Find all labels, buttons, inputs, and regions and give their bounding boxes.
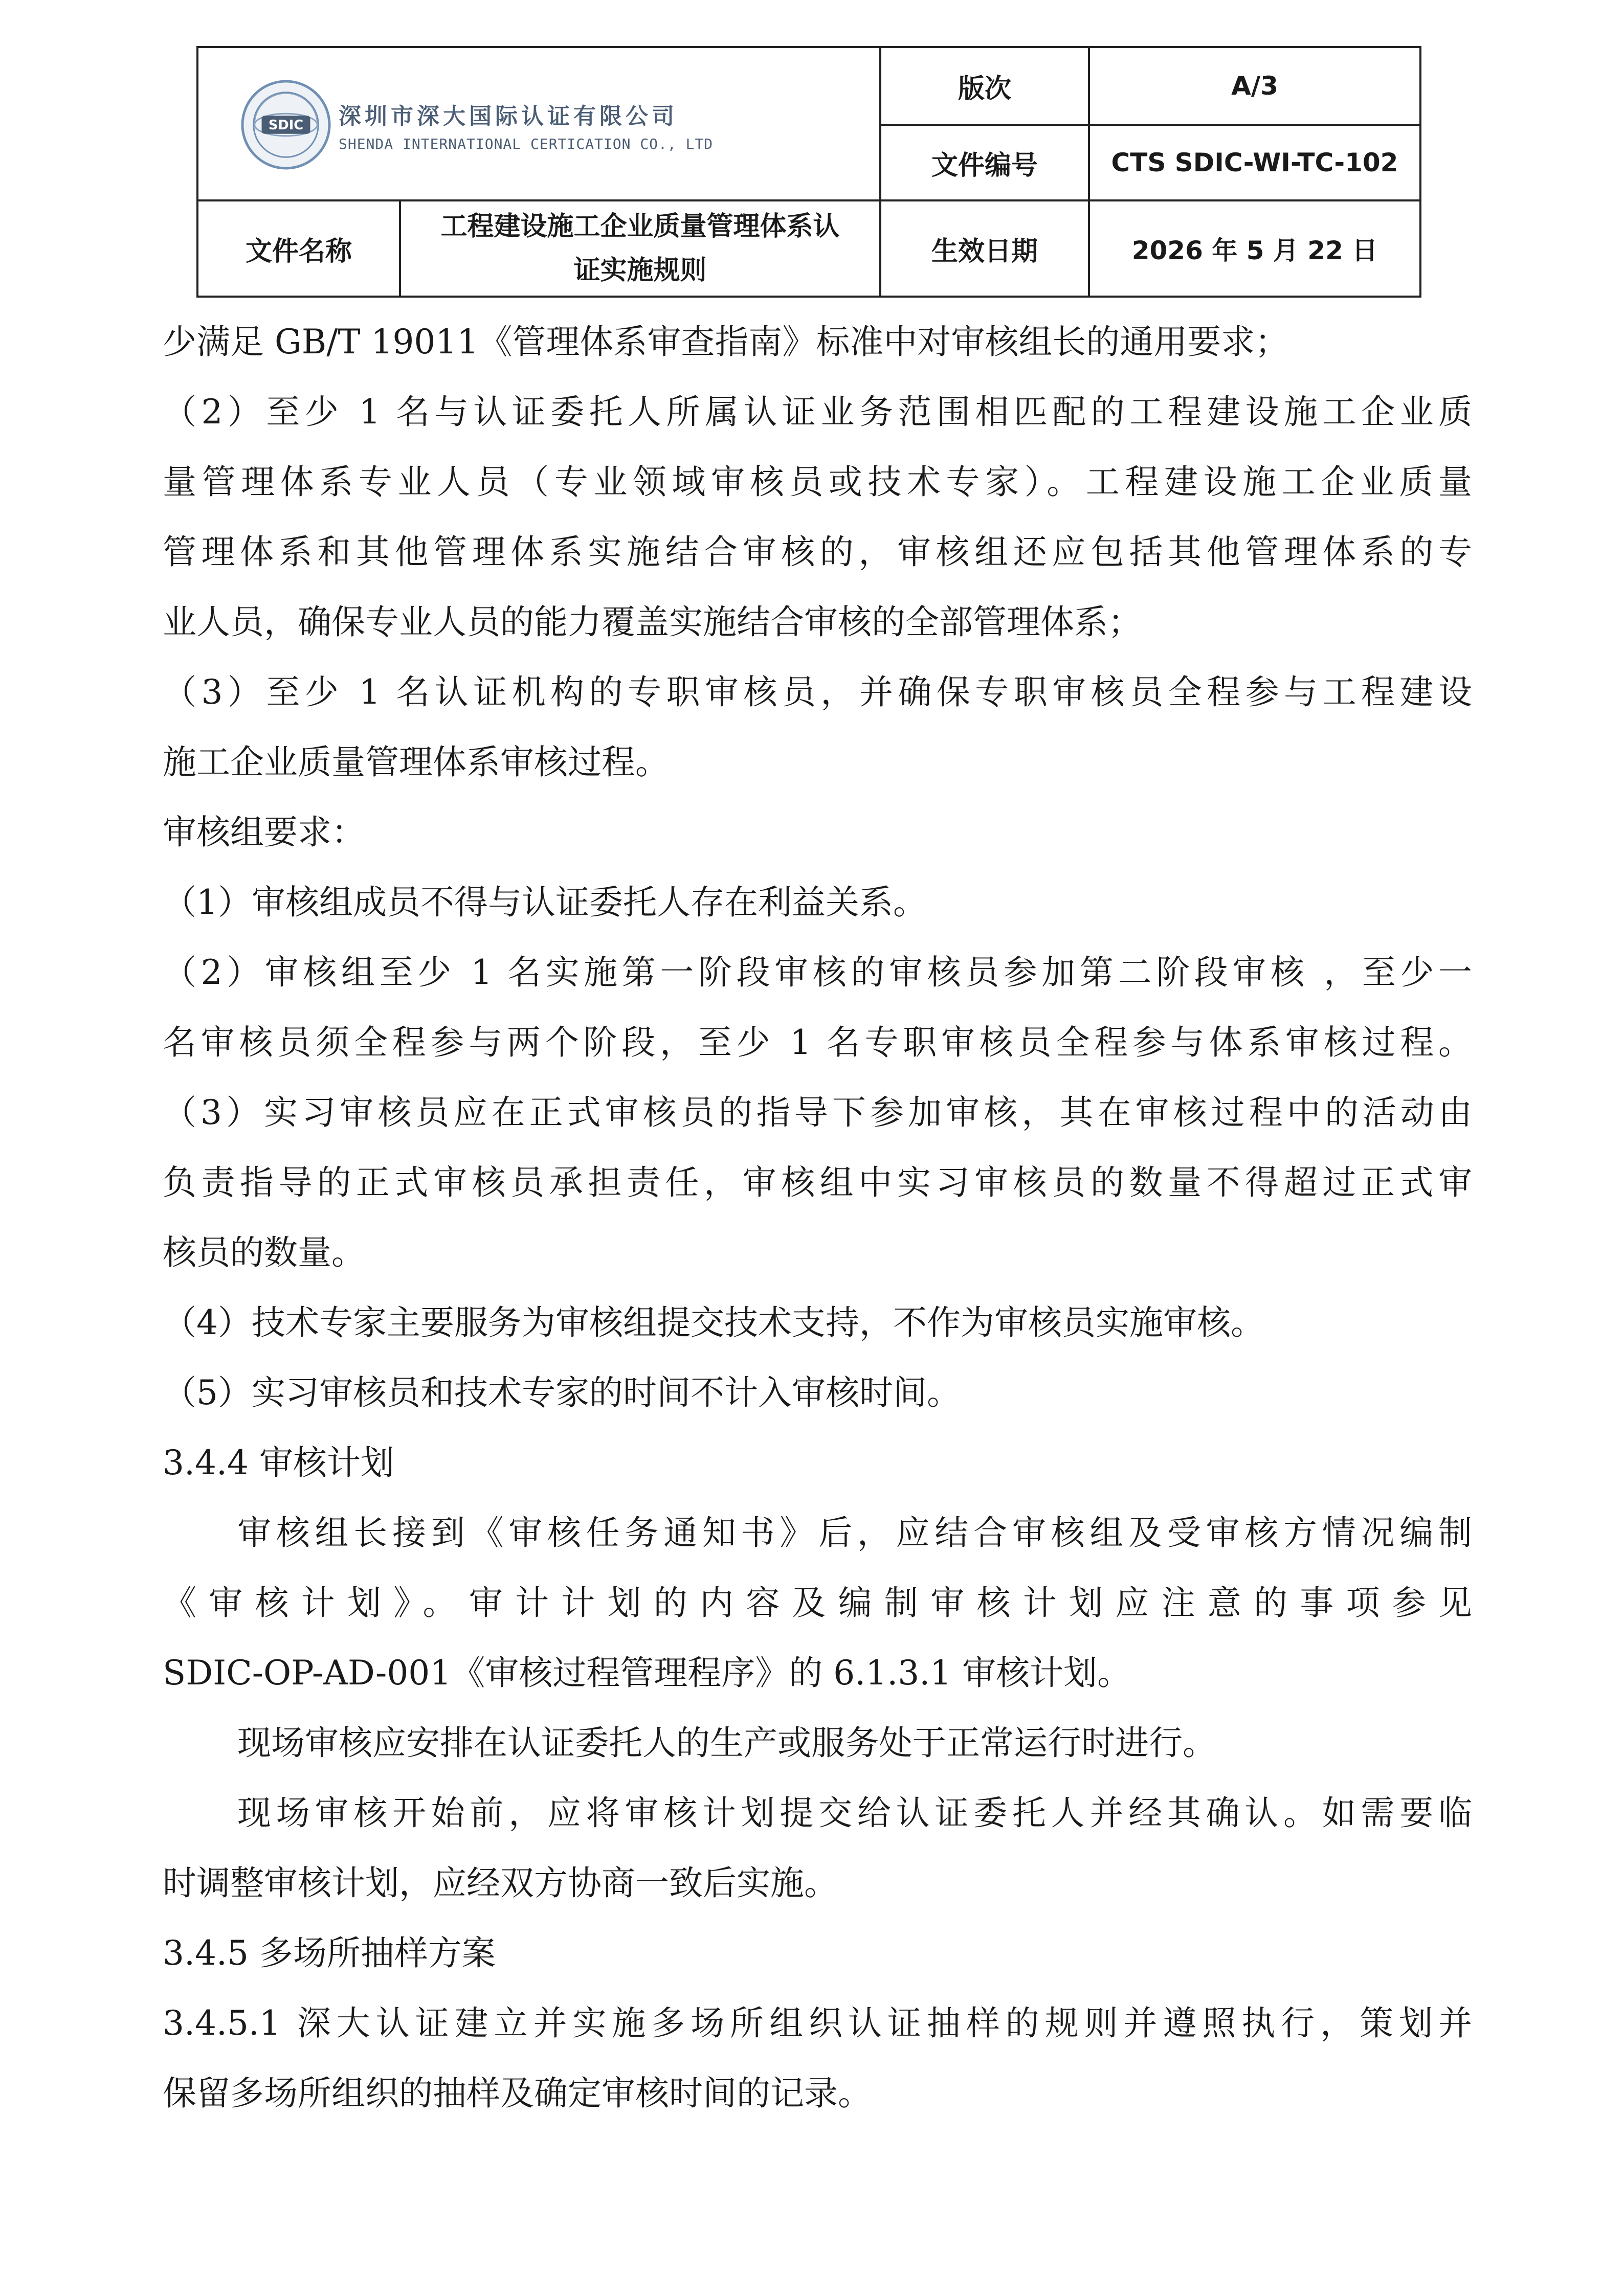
doc-name-line: 证实施规则 [573, 255, 707, 286]
paragraph-line: （2）审核组至少 1 名实施第一阶段审核的审核员参加第二阶段审核 ，至少一 [163, 953, 1472, 992]
paragraph-line: 量管理体系专业人员（专业领域审核员或技术专家）。工程建设施工企业质量 [163, 462, 1472, 502]
document-body [163, 307, 1472, 2128]
paragraph-line: 少满足 GB/T 19011《管理体系审查指南》标准中对审核组长的通用要求； [163, 322, 1289, 362]
company-logo-block [198, 48, 881, 201]
paragraph-line: 现场审核开始前，应将审核计划提交给认证委托人并经其确认。如需要临 [237, 1793, 1472, 1833]
paragraph-line: 现场审核应安排在认证委托人的生产或服务处于正常运行时进行。 [237, 1723, 1216, 1763]
doc-name-label: 文件名称 [245, 236, 352, 267]
doc-name-value [401, 201, 879, 296]
paragraph-line: （1）审核组成员不得与认证委托人存在利益关系。 [163, 883, 927, 922]
paragraph-line: SDIC-OP-AD-001《审核过程管理程序》的 6.1.3.1 审核计划。 [163, 1653, 1131, 1693]
paragraph-line: （3）至少 1 名认证机构的专职审核员，并确保专职审核员全程参与工程建设 [163, 672, 1472, 712]
section-label: 审核组要求： [163, 813, 365, 852]
doc-name-line: 工程建设施工企业质量管理体系认 [440, 211, 840, 242]
paragraph-line: 名审核员须全程参与两个阶段，至少 1 名专职审核员全程参与体系审核过程。 [163, 1023, 1472, 1062]
doc-number-label: 文件编号 [931, 150, 1038, 181]
paragraph-line: （5）实习审核员和技术专家的时间不计入审核时间。 [163, 1373, 961, 1412]
paragraph-line: （3）实习审核员应在正式审核员的指导下参加审核，其在审核过程中的活动由 [163, 1093, 1472, 1132]
section-heading: 3.4.5 多场所抽样方案 [163, 1933, 496, 1973]
document-header-table [196, 46, 1421, 298]
paragraph-line: 保留多场所组织的抽样及确定审核时间的记录。 [163, 2074, 872, 2113]
paragraph-line: 审核组长接到《审核任务通知书》后，应结合审核组及受审核方情况编制 [237, 1513, 1472, 1552]
section-heading: 3.4.4 审核计划 [163, 1443, 394, 1482]
paragraph-line: 核员的数量。 [163, 1233, 365, 1272]
paragraph-line: 时调整审核计划，应经双方协商一致后实施。 [163, 1863, 838, 1903]
paragraph-line: （4）技术专家主要服务为审核组提交技术支持，不作为审核员实施审核。 [163, 1303, 1264, 1342]
company-emblem-icon [240, 79, 331, 170]
paragraph-line: 管理体系和其他管理体系实施结合审核的，审核组还应包括其他管理体系的专 [163, 532, 1472, 572]
company-name-cn: 深圳市深大国际认证有限公司 [339, 103, 678, 129]
paragraph-line: 3.4.5.1 深大认证建立并实施多场所组织认证抽样的规则并遵照执行，策划并 [163, 2004, 1472, 2043]
paragraph-line: 施工企业质量管理体系审核过程。 [163, 742, 669, 782]
paragraph-line: 业人员，确保专业人员的能力覆盖实施结合审核的全部管理体系； [163, 602, 1142, 642]
paragraph-line: 负责指导的正式审核员承担责任，审核组中实习审核员的数量不得超过正式审 [163, 1163, 1472, 1202]
paragraph-line: （2）至少 1 名与认证委托人所属认证业务范围相匹配的工程建设施工企业质 [163, 392, 1472, 432]
paragraph-line: 《审核计划》。审计计划的内容及编制审核计划应注意的事项参见 [163, 1583, 1472, 1623]
doc-number-value: CTS SDIC-WI-TC-102 [1111, 148, 1398, 177]
logo-text: SDIC [268, 117, 304, 133]
version-label: 版次 [958, 73, 1011, 104]
effective-date-label: 生效日期 [931, 236, 1038, 267]
company-name-en: SHENDA INTERNATIONAL CERTICATION CO., LTD [339, 135, 714, 152]
version-value: A/3 [1231, 71, 1278, 101]
effective-date-value: 2026 年 5 月 22 日 [1131, 236, 1378, 265]
